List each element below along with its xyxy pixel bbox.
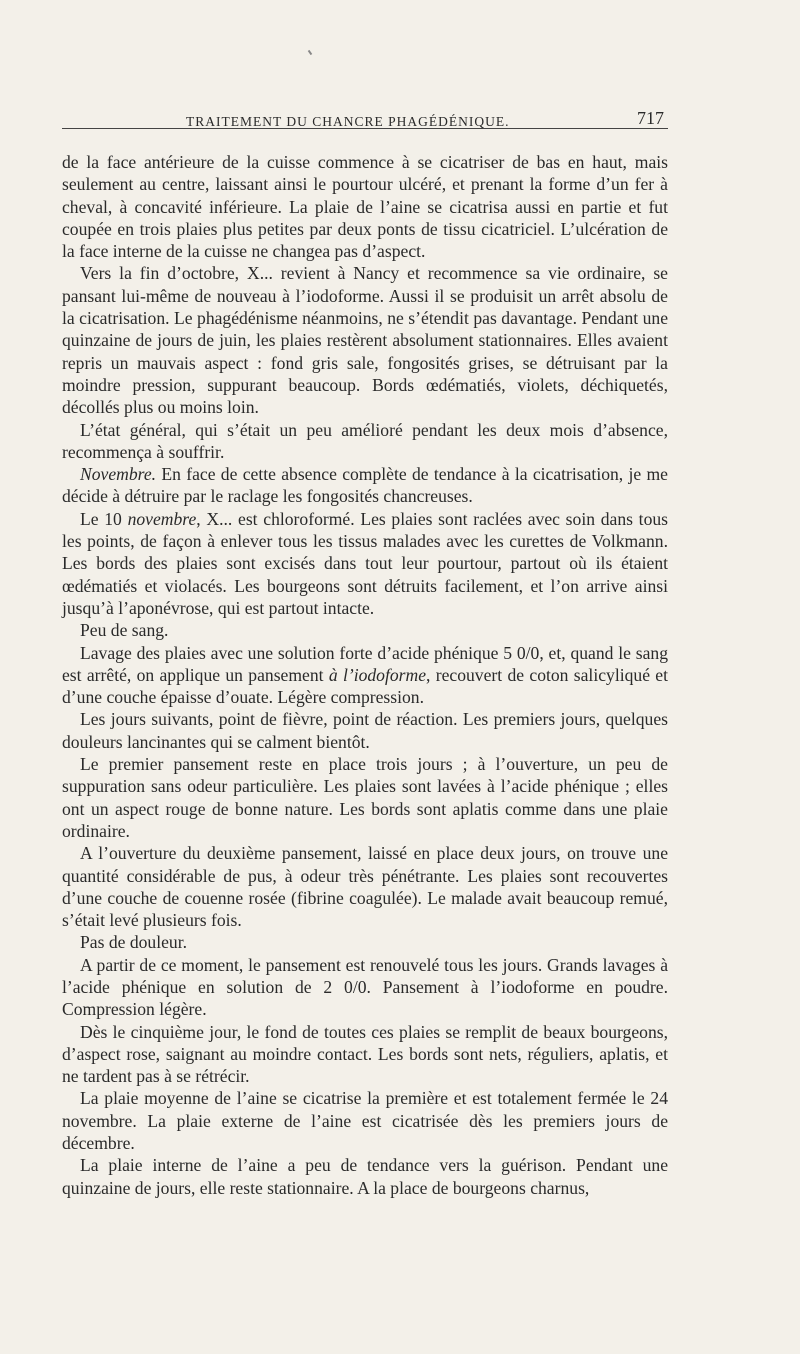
paragraph: Dès le cinquième jour, le fond de toutes ces plaies se remplit de beaux bourgeons, d’aspect rose, saignant au moindre contact. Les bords sont nets, réguliers, aplatis, et ne tardent pas à se rétrécir. (62, 1021, 668, 1087)
paragraph: La plaie interne de l’aine a peu de tendance vers la guérison. Pendant une quinzaine de jours, elle reste stationnaire. A la place de bourgeons charnus, (62, 1155, 668, 1198)
paragraph: Peu de sang. (80, 620, 169, 641)
page-number: 717 (637, 108, 664, 128)
paragraph: A partir de ce moment, le pansement est renouvelé tous les jours. Grands lavages à l’acide phénique en solution de 2 0/0. Pansement à l’iodoforme en poudre. Compression légère. (62, 954, 668, 1020)
page-header (62, 100, 668, 129)
running-head: TRAITEMENT DU CHANCRE PHAGÉDÉNIQUE. (186, 114, 510, 129)
document-page (62, 100, 668, 1199)
paragraph: Vers la fin d’octobre, X... revient à Nancy et recommence sa vie ordinaire, se pansant lui-même de nouveau à l’iodoforme. Aussi il se produisit un arrêt absolu de la cicatrisation. Le phagédénisme néanmoins, ne s’étendit pas davantage. Pendant une quinzaine de jours de juin, les plaies restèrent absolument stationnaires. Elles avaient repris un mauvais aspect : fond gris sale, fongosités grises, se détruisant par la moindre pression, suppurant beaucoup. Bords œdématiés, violets, déchiquetés, décollés plus ou moins loin. (62, 263, 668, 418)
paragraph: Le 10 novembre, X... est chloroformé. Les plaies sont raclées avec soin dans tous les points, de façon à enlever tous les tissus malades avec les curettes de Volkmann. Les bords des plaies sont excisés dans tout leur pourtour, partout où ils étaient œdématiés et violacés. Les bourgeons sont détruits facilement, et l’on arrive ainsi jusqu’à l’aponévrose, qui est partout intacte. (62, 508, 669, 618)
paragraph: La plaie moyenne de l’aine se cicatrise la première et est totalement fermée le 24 novembre. La plaie externe de l’aine est cicatrisée dès les premiers jours de décembre. (62, 1088, 668, 1154)
paragraph: Le premier pansement reste en place trois jours ; à l’ouverture, un peu de suppuration sans odeur particulière. Les plaies sont lavées à l’acide phénique ; elles ont un aspect rouge de bonne nature. Les bords sont aplatis comme dans une plaie ordinaire. (62, 754, 668, 841)
body-text (62, 151, 668, 1199)
paragraph: Novembre. En face de cette absence complète de tendance à la cicatrisation, je me décide à détruire par le raclage les fongosités chancreuses. (62, 464, 668, 507)
stray-mark (308, 50, 313, 55)
paragraph: de la face antérieure de la cuisse commence à se cicatriser de bas en haut, mais seulement au centre, laissant ainsi le pourtour ulcéré, et prenant la forme d’un fer à cheval, à concavité inférieure. La plaie de l’aine se cicatrisa aussi en partie et fut coupée en trois plaies plus petites par deux ponts de tissu cicatriciel. L’ulcération de la face interne de la cuisse ne changea pas d’aspect. (62, 152, 668, 262)
paragraph: Les jours suivants, point de fièvre, point de réaction. Les premiers jours, quelques douleurs lancinantes qui se calment bientôt. (62, 709, 668, 752)
paragraph: Pas de douleur. (80, 932, 188, 953)
paragraph: L’état général, qui s’était un peu amélioré pendant les deux mois d’absence, recommença à souffrir. (62, 419, 668, 462)
paragraph: A l’ouverture du deuxième pansement, laissé en place deux jours, on trouve une quantité considérable de pus, à odeur très pénétrante. Les plaies sont recouvertes d’une couche de couenne rosée (fibrine coagulée). Le malade avait beaucoup remué, s’était levé plusieurs fois. (62, 843, 668, 931)
paragraph: Lavage des plaies avec une solution forte d’acide phénique 5 0/0, et, quand le sang est arrêté, on applique un pansement à l’iodoforme, recouvert de coton salicyliqué et d’une couche épaisse d’ouate. Légère compression. (62, 642, 669, 708)
